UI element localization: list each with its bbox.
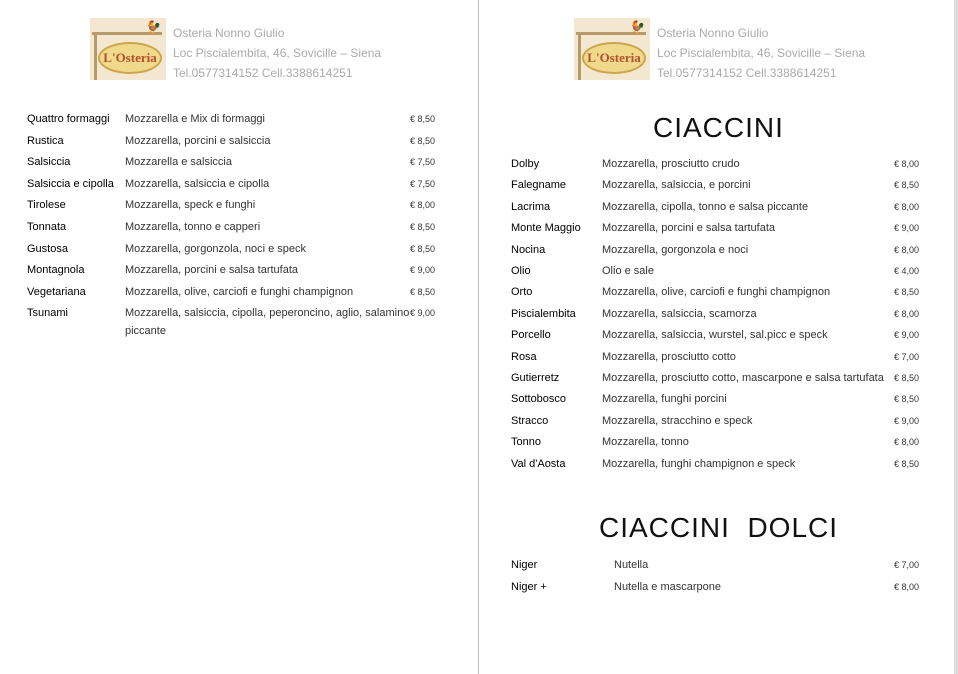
page-edge (954, 0, 958, 674)
item-description: Nutella e mascarpone (614, 580, 722, 593)
item-price: € 9,00 (894, 415, 920, 426)
item-price: € 7,50 (410, 178, 436, 189)
item-description: Mozzarella, porcini e salsa tartufata (125, 264, 299, 277)
item-price: € 8,50 (410, 286, 436, 297)
item-price: € 7,00 (894, 560, 920, 570)
item-price: € 9,00 (894, 223, 920, 234)
item-price: € 8,50 (894, 394, 920, 405)
item-name: Gutierretz (511, 372, 560, 384)
item-description: Mozzarella, salsiccia, e porcini (602, 179, 751, 192)
item-price: € 8,50 (410, 114, 436, 124)
item-description: Mozzarella, salsiccia, scamorza (602, 307, 757, 320)
item-description: Mozzarella, tonno (602, 436, 689, 449)
restaurant-header (657, 23, 865, 83)
item-description: Nutella (614, 559, 649, 571)
restaurant-header (173, 23, 381, 83)
item-description: Mozzarella, salsiccia, wurstel, sal.picc e speck (602, 329, 828, 342)
item-name: Stracco (511, 414, 549, 427)
item-price: € 8,50 (894, 180, 920, 191)
item-price: € 8,00 (894, 159, 920, 169)
item-price: € 8,50 (410, 243, 436, 254)
restaurant-name: Osteria Nonno Giulio (657, 26, 769, 40)
item-price: € 9,00 (410, 308, 436, 319)
item-description: Mozzarella, salsiccia e cipolla (125, 177, 270, 190)
item-name: Salsiccia e cipolla (27, 177, 114, 190)
item-price: € 8,50 (410, 135, 436, 146)
item-description: Olio e sale (602, 265, 654, 277)
item-description: Mozzarella e Mix di formaggi (125, 113, 265, 125)
item-name: Gustosa (27, 242, 68, 255)
section-title-ciaccini-dolci: CIACCINI DOLCI (599, 512, 839, 543)
item-description: Mozzarella, porcini e salsiccia (125, 134, 271, 147)
restaurant-phone: Tel.0577314152 Cell.3388614251 (657, 66, 837, 80)
item-name: Salsiccia (27, 156, 71, 169)
item-name: Dolby (511, 158, 540, 170)
item-name: Quattro formaggi (27, 113, 110, 125)
item-description: Mozzarella, prosciutto cotto, mascarpone e salsa tartufata (602, 372, 884, 384)
item-name: Falegname (511, 179, 567, 192)
item-description: Mozzarella, prosciutto cotto (602, 350, 736, 363)
logo-text: L'Osteria (98, 42, 162, 74)
item-description: Mozzarella e salsiccia (125, 156, 232, 169)
item-description: Mozzarella, olive, carciofi e funghi champignon (602, 286, 831, 299)
item-name: Monte Maggio (511, 222, 581, 235)
rooster-icon: 🐓 (630, 20, 645, 34)
item-name: Niger (511, 559, 538, 571)
item-name: Piscialembita (511, 307, 576, 320)
osteria-logo (90, 18, 166, 80)
item-description: Mozzarella, prosciutto crudo (602, 158, 740, 170)
item-description: Mozzarella, gorgonzola, noci e speck (125, 242, 306, 255)
item-price: € 4,00 (894, 266, 920, 276)
item-description: Mozzarella, stracchino e speck (602, 414, 753, 427)
item-description: Mozzarella, olive, carciofi e funghi champignon (125, 285, 354, 298)
item-description: Mozzarella, porcini e salsa tartufata (602, 222, 776, 235)
item-name: Montagnola (27, 264, 85, 277)
item-price: € 7,50 (410, 157, 436, 168)
menu-page-left (0, 0, 476, 674)
item-name: Olio (511, 265, 531, 277)
item-description: Mozzarella, gorgonzola e noci (602, 243, 749, 256)
item-price: € 8,50 (894, 373, 920, 383)
item-name: Val d'Aosta (511, 457, 566, 470)
logo-text: L'Osteria (582, 42, 646, 74)
item-price: € 8,00 (894, 244, 920, 255)
item-price: € 7,00 (894, 351, 920, 362)
item-name: Nocina (511, 243, 546, 256)
item-price: € 8,00 (894, 437, 920, 448)
item-name: Sottobosco (511, 393, 567, 406)
restaurant-phone: Tel.0577314152 Cell.3388614251 (173, 66, 353, 80)
item-name: Porcello (511, 329, 551, 342)
item-price: € 8,50 (410, 222, 436, 232)
item-price: € 8,00 (894, 308, 920, 319)
restaurant-address: Loc Piscialembita, 46, Sovicille – Siena (173, 46, 382, 60)
item-price: € 9,00 (410, 265, 436, 276)
restaurant-address: Loc Piscialembita, 46, Sovicille – Siena (657, 46, 866, 60)
item-price: € 8,00 (894, 201, 920, 212)
item-price: € 8,00 (894, 581, 920, 592)
item-description: Mozzarella, cipolla, tonno e salsa piccante (602, 200, 809, 213)
item-price: € 8,00 (410, 200, 436, 211)
item-price: € 9,00 (894, 330, 920, 341)
item-description: Mozzarella, funghi champignon e speck (602, 457, 796, 470)
rooster-icon: 🐓 (146, 20, 161, 34)
item-name: Tonno (511, 436, 541, 449)
item-name: Vegetariana (27, 285, 86, 298)
menu-page-right (478, 0, 954, 674)
item-name: Orto (511, 286, 533, 299)
item-name: Tirolese (27, 199, 66, 212)
item-name: Lacrima (511, 200, 551, 213)
item-description: Mozzarella, salsiccia, cipolla, peperoncino, aglio, salamino (125, 307, 410, 320)
item-description-continued: piccante (125, 325, 166, 338)
item-price: € 8,50 (894, 458, 920, 469)
osteria-logo (574, 18, 650, 80)
item-name: Tonnata (27, 221, 67, 233)
item-name: Rosa (511, 350, 537, 363)
item-description: Mozzarella, tonno e capperi (125, 221, 261, 233)
item-price: € 8,50 (894, 287, 920, 298)
item-name: Tsunami (27, 307, 68, 320)
item-description: Mozzarella, speck e funghi (125, 199, 256, 212)
section-title-ciaccini: CIACCINI (653, 112, 784, 143)
item-description: Mozzarella, funghi porcini (602, 393, 727, 406)
item-name: Rustica (27, 134, 64, 147)
restaurant-name: Osteria Nonno Giulio (173, 26, 285, 40)
item-name: Niger + (511, 580, 547, 593)
